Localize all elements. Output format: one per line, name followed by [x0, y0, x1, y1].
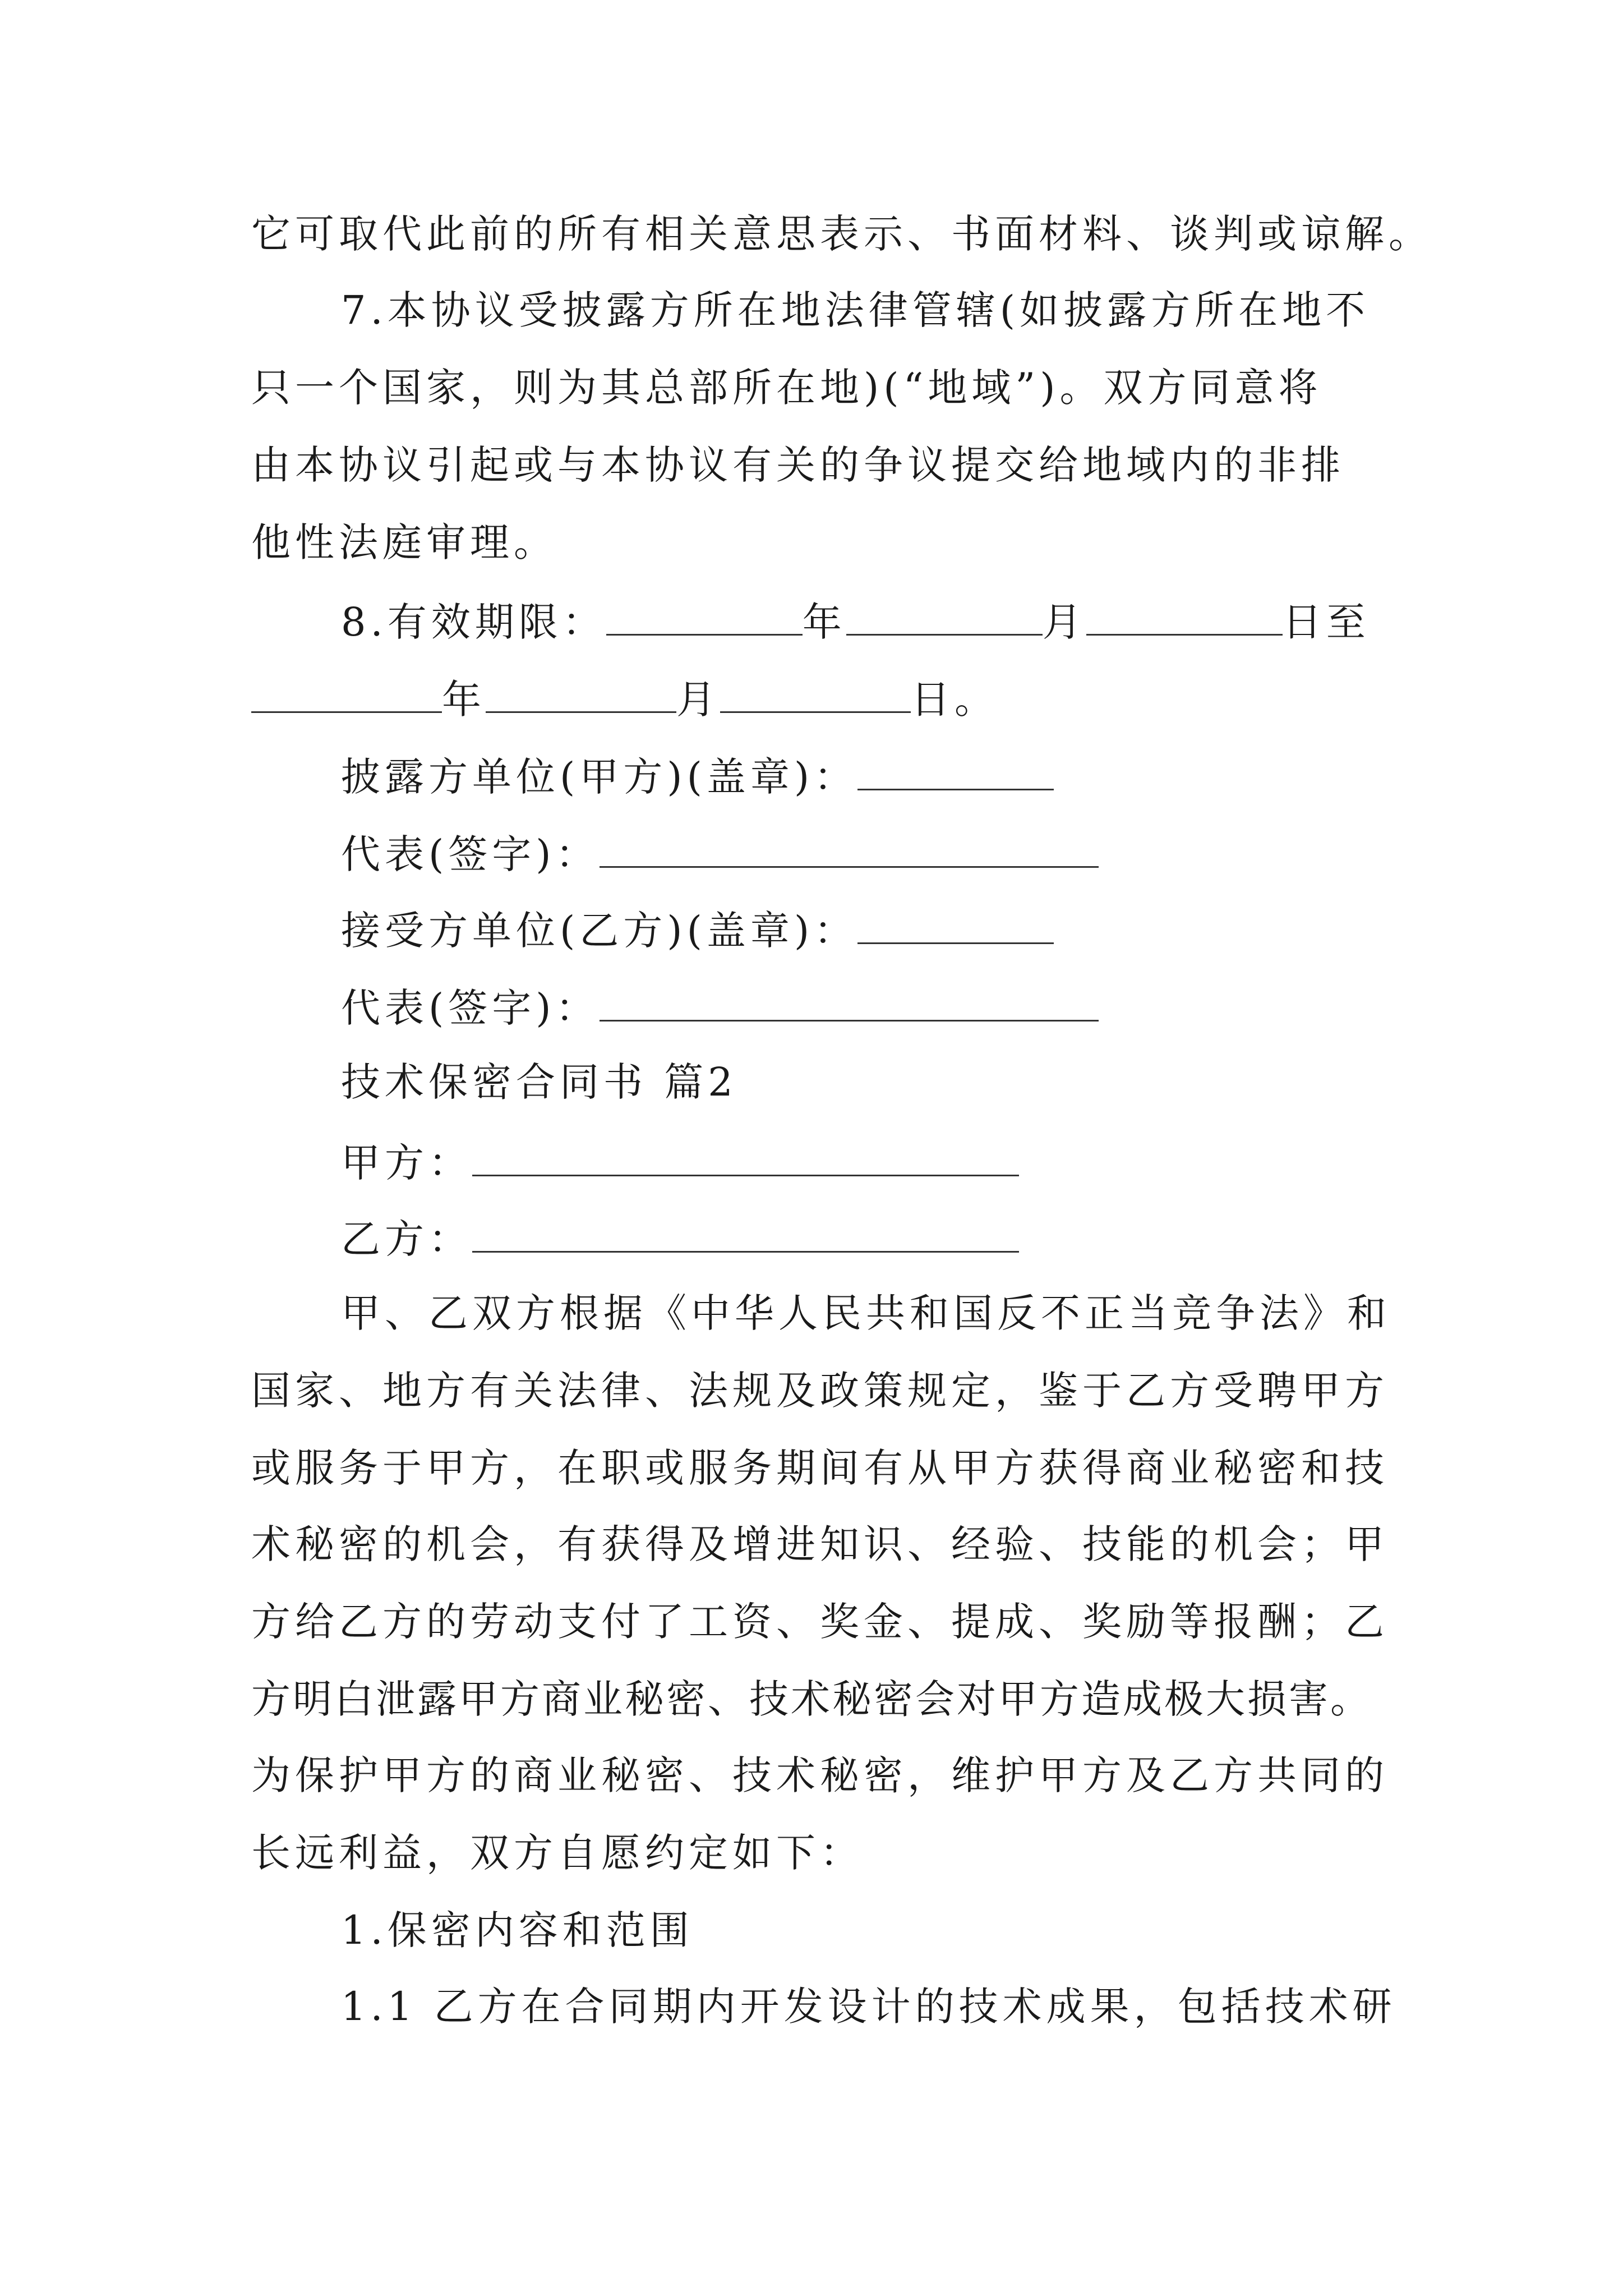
start-day-blank[interactable] — [1086, 599, 1283, 636]
clause-7-line: 只一个国家，则为其总部所在地)(“地域”)。双方同意将 — [251, 365, 1322, 411]
day-to-label: 日至 — [1282, 599, 1370, 645]
year-label: 年 — [802, 599, 846, 645]
body-line: 术秘密的机会，有获得及增进知识、经验、技能的机会；甲 — [251, 1521, 1389, 1567]
end-year-blank[interactable] — [251, 677, 442, 713]
day-end-label: 日。 — [911, 677, 998, 723]
party-b-unit-line — [341, 908, 1378, 954]
term-label: 8.有效期限： — [341, 599, 606, 645]
end-month-blank[interactable] — [486, 677, 676, 713]
end-day-blank[interactable] — [720, 677, 911, 713]
party-b-rep-label: 代表(签字)： — [341, 985, 600, 1031]
party-b-label: 乙方： — [341, 1216, 472, 1262]
party-a-name-blank[interactable] — [472, 1140, 1019, 1176]
party-a-unit-label: 披露方单位(甲方)(盖章)： — [341, 754, 858, 800]
body-line: 或服务于甲方，在职或服务期间有从甲方获得商业秘密和技 — [251, 1445, 1389, 1491]
party-a-label: 甲方： — [341, 1140, 472, 1186]
party-b-seal-blank[interactable] — [857, 908, 1054, 944]
clause-7-line: 由本协议引起或与本协议有关的争议提交给地域内的非排 — [251, 442, 1345, 488]
party-a-signature-blank[interactable] — [600, 831, 1099, 868]
item-1-heading: 1.保密内容和范围 — [341, 1907, 694, 1953]
party-b-unit-label: 接受方单位(乙方)(盖章)： — [341, 908, 858, 954]
party-a-rep-label: 代表(签字)： — [341, 831, 600, 877]
party-a-rep-line — [341, 831, 1378, 877]
body-line: 方给乙方的劳动支付了工资、奖金、提成、奖励等报酬；乙 — [251, 1599, 1389, 1645]
party-b-signature-blank[interactable] — [600, 985, 1099, 1022]
body-line: 甲、乙双方根据《中华人民共和国反不正当竞争法》和 — [341, 1290, 1391, 1336]
year-label: 年 — [442, 677, 486, 723]
term-line-2 — [251, 677, 1378, 723]
party-b-line — [341, 1216, 1378, 1262]
month-label: 月 — [676, 677, 720, 723]
party-a-unit-line — [341, 754, 1378, 800]
month-label: 月 — [1042, 599, 1086, 645]
start-month-blank[interactable] — [846, 599, 1043, 636]
clause-7-line: 他性法庭审理。 — [251, 519, 557, 565]
body-line: 国家、地方有关法律、法规及政策规定，鉴于乙方受聘甲方 — [251, 1368, 1389, 1414]
party-a-line — [341, 1140, 1378, 1186]
party-b-rep-line — [341, 985, 1378, 1031]
term-line-1 — [341, 599, 1378, 645]
body-line: 长远利益，双方自愿约定如下： — [251, 1830, 864, 1876]
body-line: 方明白泄露甲方商业秘密、技术秘密会对甲方造成极大损害。 — [251, 1676, 1372, 1722]
item-1-1-line: 1.1 乙方在合同期内开发设计的技术成果，包括技术研 — [341, 1984, 1396, 2030]
start-year-blank[interactable] — [606, 599, 803, 636]
clause-7-line: 7.本协议受披露方所在地法律管辖(如披露方所在地不 — [341, 287, 1370, 333]
paragraph-line: 它可取代此前的所有相关意思表示、书面材料、谈判或谅解。 — [251, 211, 1432, 257]
party-b-name-blank[interactable] — [472, 1216, 1019, 1253]
section-title: 技术保密合同书 篇2 — [341, 1059, 737, 1105]
party-a-seal-blank[interactable] — [857, 754, 1054, 790]
body-line: 为保护甲方的商业秘密、技术秘密，维护甲方及乙方共同的 — [251, 1752, 1389, 1798]
